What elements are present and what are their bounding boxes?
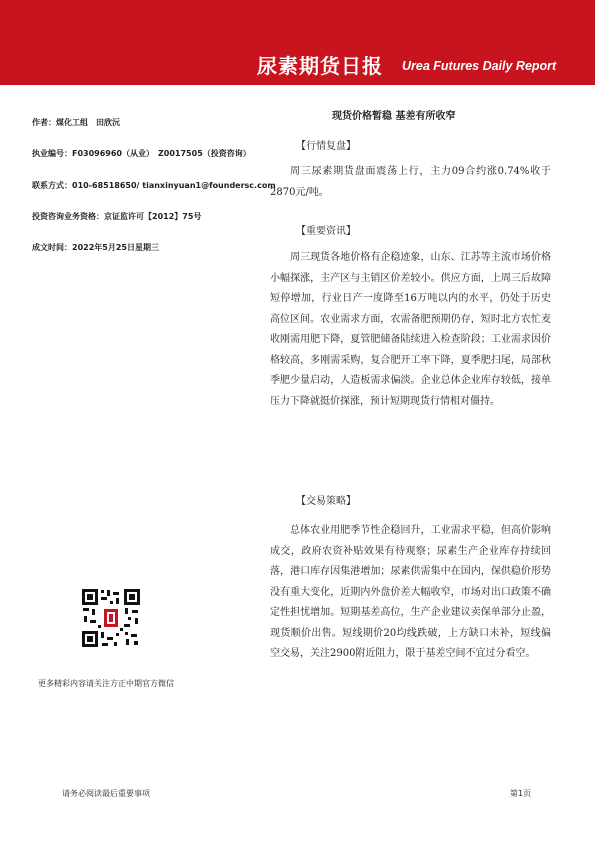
author-line: 作者：煤化工组 田欣沅: [32, 118, 120, 127]
section-text-market-review: 周三尿素期货盘面震荡上行，主力09合约涨0.74%收于2870元/吨。: [270, 166, 551, 198]
report-title: 尿素期货日报: [257, 54, 383, 78]
contact-line: 联系方式：010-68518650/ tianxinyuan1@foundersc.com: [32, 181, 276, 190]
qr-code-image: [80, 587, 142, 649]
qr-caption: 更多精彩内容请关注方正中期官方微信: [38, 679, 174, 688]
date-line: 成文时间：2022年5月25日星期三: [32, 243, 159, 252]
footer-disclaimer: 请务必阅读最后重要事项: [62, 789, 150, 798]
article-headline: 现货价格暂稳 基差有所收窄: [332, 111, 456, 122]
qualification-line: 投资咨询业务资格：京证监许可【2012】75号: [32, 212, 202, 221]
header-banner: [0, 0, 595, 85]
section-text-strategy: 总体农业用肥季节性企稳回升，工业需求平稳，但高价影响成交，政府农资补贴效果有待观察；尿素生产企业库存持续回落，港口库存因集港增加；尿素供需集中在国内，保供稳价形势没有重大变化，近期内外盘价差大幅收窄，市场对出口政策不确定性担忧增加。短期基差高位，生产企业建议卖保单部分止盈，现货顺价出售。短线期价20均线跌破，上方缺口未补，短线偏空交易，关注2900附近阻力，限于基差空间不宜过分看空。: [270, 525, 551, 659]
report-subtitle-en: Urea Futures Daily Report: [402, 59, 557, 73]
license-line: 执业编号：F03096960（从业） Z0017505（投资咨询）: [32, 149, 251, 158]
section-heading-market-review: 【行情复盘】: [296, 141, 356, 152]
section-heading-strategy: 【交易策略】: [296, 496, 356, 507]
page-number: 第1页: [510, 789, 532, 798]
section-heading-news: 【重要资讯】: [296, 226, 356, 237]
section-text-news: 周三现货各地价格有企稳迹象，山东、江苏等主流市场价格小幅探涨，主产区与主销区价差较小。供应方面，上周三后故障短停增加，行业日产一度降至16万吨以内的水平，仍处于历史高位区间。农业需求方面，农需备肥预期仍存，短时北方农忙麦收刚需用肥下降，夏管肥储备陆续进入检查阶段；工业需求因价格较高，多刚需采购，复合肥开工率下降，夏季肥扫尾，局部秋季肥少量启动，人造板需求偏淡。企业总体企业库存较低，接单压力下降就挺价探涨，预计短期现货行情相对僵持。: [270, 252, 551, 407]
